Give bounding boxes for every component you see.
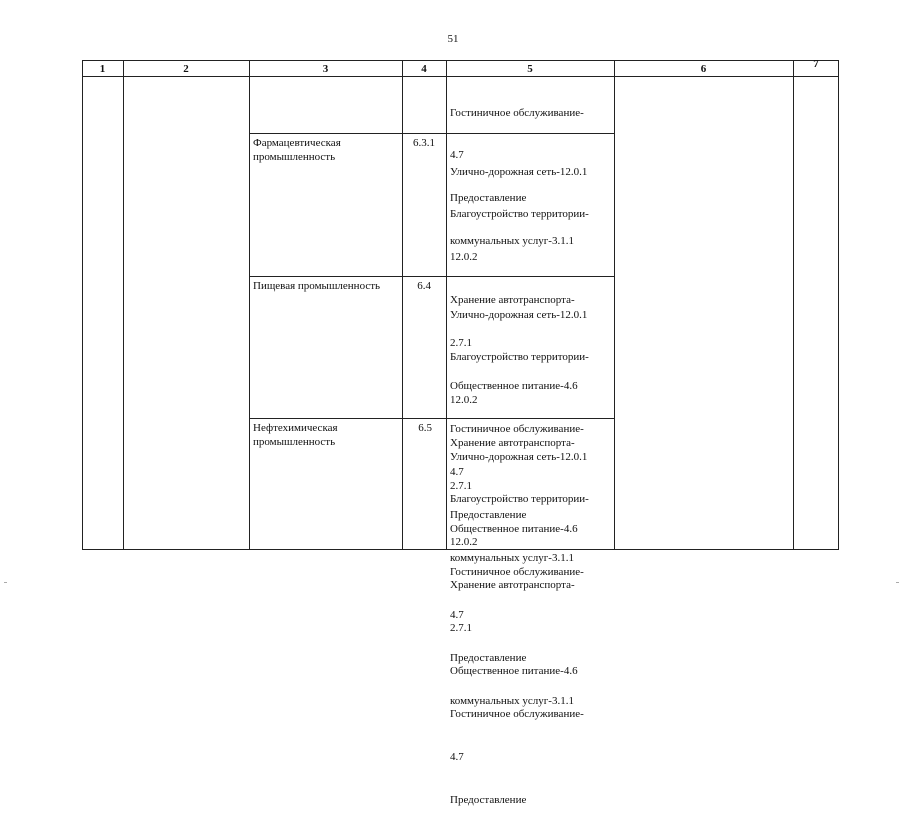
description-line: Благоустройство территории- xyxy=(450,493,589,506)
description-line: Хранение автотранспорта- xyxy=(450,437,575,450)
description-line: Гостиничное обслуживание- xyxy=(450,422,584,435)
row-1-code: 6.3.1 xyxy=(413,137,435,149)
col-divider-1-2 xyxy=(123,60,124,550)
row-2-name: Пищевая промышленность xyxy=(253,280,381,292)
description-line: Благоустройство территории- xyxy=(450,351,589,364)
description-line: Гостиничное обслуживание- xyxy=(450,565,584,578)
row-3-code: 6.5 xyxy=(418,422,432,434)
description-line: коммунальных услуг-3.1.1 xyxy=(450,551,574,564)
description-line: Общественное питание-4.6 xyxy=(450,523,578,536)
page-number: 51 xyxy=(447,33,459,45)
description-line: Предоставление xyxy=(450,192,527,205)
description-line: Предоставление xyxy=(450,793,527,806)
description-line: Гостиничное обслуживание- xyxy=(450,106,584,119)
column-header-6: 6 xyxy=(700,63,707,75)
description-line: коммунальных услуг-3.1.1 xyxy=(450,694,574,707)
description-line: Благоустройство территории- xyxy=(450,208,589,221)
description-line: Гостиничное обслуживание- xyxy=(450,707,584,720)
scan-speck xyxy=(4,582,7,583)
description-line: Предоставление xyxy=(450,651,527,664)
row-1-name: Фармацевтическая промышленность xyxy=(253,137,341,164)
row-3-name: Нефтехимическая промышленность xyxy=(253,422,338,449)
column-header-5: 5 xyxy=(527,63,533,75)
column-header-1: 1 xyxy=(99,63,106,75)
description-line: 2.7.1 xyxy=(450,337,472,350)
description-line: Улично-дорожная сеть-12.0.1 xyxy=(450,165,588,178)
column-header-7: 7 xyxy=(813,58,819,70)
description-line: 12.0.2 xyxy=(450,251,478,264)
description-line: Общественное питание-4.6 xyxy=(450,665,578,678)
description-line: Предоставление xyxy=(450,508,527,521)
description-line: 2.7.1 xyxy=(450,480,472,493)
row-3-description xyxy=(450,421,589,821)
description-line: Улично-дорожная сеть-12.0.1 xyxy=(450,308,588,321)
col-divider-6-7 xyxy=(793,60,794,550)
description-line: Хранение автотранспорта- xyxy=(450,294,575,307)
row-2-code: 6.4 xyxy=(417,280,431,292)
column-header-3: 3 xyxy=(322,63,329,75)
description-line: Общественное питание-4.6 xyxy=(450,380,578,393)
column-header-2: 2 xyxy=(183,63,189,75)
description-line: 2.7.1 xyxy=(450,622,472,635)
description-line: 12.0.2 xyxy=(450,536,478,549)
description-line: 4.7 xyxy=(450,750,464,763)
description-line: Улично-дорожная сеть-12.0.1 xyxy=(450,450,588,463)
description-line: 4.7 xyxy=(450,608,464,621)
description-line: 12.0.2 xyxy=(450,394,478,407)
description-line: Хранение автотранспорта- xyxy=(450,579,575,592)
column-header-4: 4 xyxy=(421,63,427,75)
description-line: 4.7 xyxy=(450,149,464,162)
col-divider-5-6 xyxy=(614,60,615,550)
scan-speck xyxy=(896,582,899,583)
description-line: коммунальных услуг-3.1.1 xyxy=(450,235,574,248)
description-line: 4.7 xyxy=(450,465,464,478)
